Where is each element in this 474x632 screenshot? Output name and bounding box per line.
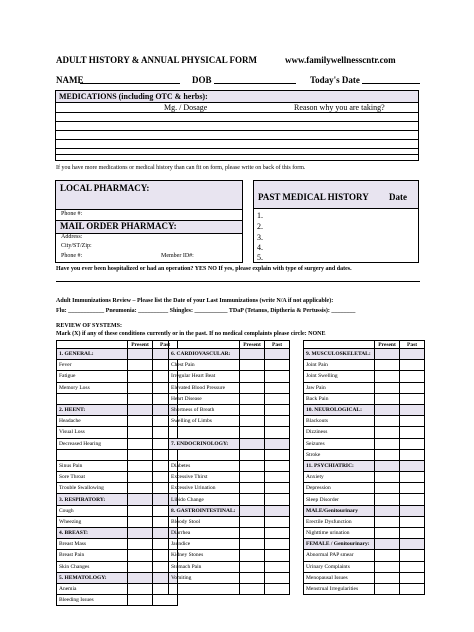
ros-condition-label bbox=[57, 393, 128, 404]
past-checkbox[interactable] bbox=[265, 360, 290, 371]
ros-condition-row bbox=[57, 427, 178, 438]
ros-condition-label: Erectile Dysfunction bbox=[304, 516, 375, 527]
past-checkbox[interactable] bbox=[400, 483, 425, 494]
present-checkbox[interactable] bbox=[128, 550, 153, 561]
ros-condition-row bbox=[304, 550, 425, 561]
present-checkbox bbox=[128, 572, 153, 583]
medications-heading: MEDICATIONS (including OTC & herbs): bbox=[59, 92, 208, 101]
past-checkbox[interactable] bbox=[400, 449, 425, 460]
ros-condition-row bbox=[169, 393, 290, 404]
present-checkbox bbox=[240, 438, 265, 449]
ros-condition-label: Jaundice bbox=[169, 539, 240, 550]
present-checkbox[interactable] bbox=[128, 438, 153, 449]
past-checkbox[interactable] bbox=[265, 460, 290, 471]
dob-label: DOB bbox=[192, 75, 212, 85]
present-checkbox[interactable] bbox=[240, 539, 265, 550]
ros-section-row bbox=[57, 404, 178, 415]
ros-condition-label: Excessive Urination bbox=[169, 483, 240, 494]
past-checkbox[interactable] bbox=[265, 427, 290, 438]
ros-section-row bbox=[169, 349, 290, 360]
present-checkbox[interactable] bbox=[240, 483, 265, 494]
past-checkbox[interactable] bbox=[400, 472, 425, 483]
past-checkbox[interactable] bbox=[265, 472, 290, 483]
ros-section-label: 4. BREAST: bbox=[57, 528, 128, 539]
mail-order-heading: MAIL ORDER PHARMACY: bbox=[60, 221, 177, 231]
ros-condition-label: Blackouts bbox=[304, 416, 375, 427]
present-checkbox[interactable] bbox=[128, 561, 153, 572]
past-checkbox[interactable] bbox=[400, 427, 425, 438]
ros-condition-label: Stomach Pain bbox=[169, 561, 240, 572]
past-history-box bbox=[253, 180, 419, 263]
present-checkbox bbox=[128, 494, 153, 505]
ros-condition-row bbox=[57, 505, 178, 516]
ros-condition-row bbox=[169, 494, 290, 505]
past-checkbox[interactable] bbox=[265, 416, 290, 427]
present-checkbox bbox=[375, 404, 400, 415]
present-checkbox[interactable] bbox=[375, 583, 400, 594]
past-checkbox[interactable] bbox=[265, 494, 290, 505]
present-checkbox[interactable] bbox=[128, 472, 153, 483]
ros-condition-row bbox=[169, 550, 290, 561]
present-checkbox[interactable] bbox=[375, 393, 400, 404]
present-checkbox[interactable] bbox=[375, 572, 400, 583]
ros-condition-row bbox=[57, 449, 178, 460]
past-checkbox[interactable] bbox=[400, 438, 425, 449]
ros-condition-label: Excessive Thirst bbox=[169, 472, 240, 483]
hospitalization-question: Have you ever been hospitalized or had an operation? YES NO If yes, please explain with type of surgery and dates. bbox=[56, 266, 352, 272]
past-checkbox[interactable] bbox=[400, 382, 425, 393]
present-checkbox bbox=[128, 528, 153, 539]
ros-condition-label: Abnormal PAP smear bbox=[304, 550, 375, 561]
ros-condition-row bbox=[169, 382, 290, 393]
present-checkbox[interactable] bbox=[128, 427, 153, 438]
ros-section-row bbox=[169, 438, 290, 449]
ros-condition-label: Nighttime urination bbox=[304, 528, 375, 539]
present-checkbox[interactable] bbox=[128, 483, 153, 494]
present-checkbox bbox=[375, 539, 400, 550]
present-checkbox[interactable] bbox=[128, 382, 153, 393]
ros-section-label: FEMALE / Genitourinary: bbox=[304, 539, 375, 550]
present-checkbox bbox=[375, 505, 400, 516]
ros-condition-label: Menopausal Issues bbox=[304, 572, 375, 583]
ros-condition-row bbox=[304, 483, 425, 494]
present-checkbox[interactable] bbox=[128, 460, 153, 471]
present-checkbox bbox=[128, 349, 153, 360]
ros-section-label: 11. PSYCHIATRIC: bbox=[304, 460, 375, 471]
past-checkbox[interactable] bbox=[400, 393, 425, 404]
present-checkbox[interactable] bbox=[128, 371, 153, 382]
past-checkbox bbox=[400, 460, 425, 471]
ros-condition-row bbox=[169, 460, 290, 471]
past-checkbox[interactable] bbox=[265, 449, 290, 460]
present-checkbox[interactable] bbox=[128, 595, 153, 606]
present-checkbox[interactable] bbox=[128, 393, 153, 404]
website-url: www.familywellnesscntr.com bbox=[285, 55, 396, 65]
local-phone-label: Phone #: bbox=[61, 211, 83, 217]
ros-condition-row bbox=[57, 483, 178, 494]
ros-table-column-3 bbox=[303, 340, 425, 595]
ros-condition-label: Sore Throat bbox=[57, 472, 128, 483]
present-checkbox bbox=[375, 349, 400, 360]
present-checkbox[interactable] bbox=[128, 360, 153, 371]
ros-condition-label: Depression bbox=[304, 483, 375, 494]
immunizations-items: Flu: ____________ Pneumonia: __________ Shingles: ___________ TDaP (Tetanus, Diptheria & Pertussis): ________ bbox=[56, 308, 356, 314]
ros-section-label: 8. GASTROINTESTINAL: bbox=[169, 505, 240, 516]
ros-section-row bbox=[304, 349, 425, 360]
ros-section-row bbox=[57, 494, 178, 505]
present-checkbox[interactable] bbox=[375, 472, 400, 483]
ros-condition-row bbox=[169, 427, 290, 438]
ros-condition-row bbox=[169, 371, 290, 382]
ros-section-label: 1. GENERAL: bbox=[57, 349, 128, 360]
past-checkbox[interactable] bbox=[400, 371, 425, 382]
present-checkbox bbox=[128, 404, 153, 415]
ros-condition-label: Kidney Stones bbox=[169, 550, 240, 561]
ros-condition-row bbox=[304, 583, 425, 594]
city-label: City/ST/Zip: bbox=[61, 243, 92, 249]
ros-section-label: 5. HEMATOLOGY: bbox=[57, 572, 128, 583]
present-checkbox[interactable] bbox=[240, 494, 265, 505]
ros-condition-row bbox=[169, 561, 290, 572]
present-checkbox[interactable] bbox=[375, 561, 400, 572]
ros-section-row bbox=[304, 539, 425, 550]
ros-condition-row bbox=[169, 416, 290, 427]
present-checkbox[interactable] bbox=[240, 427, 265, 438]
present-checkbox bbox=[240, 505, 265, 516]
ros-section-label: 2. HEENT: bbox=[57, 404, 128, 415]
medications-note: If you have more medications or medical history than can fit on form, please write on back of this form. bbox=[56, 165, 306, 171]
present-checkbox[interactable] bbox=[375, 382, 400, 393]
past-checkbox[interactable] bbox=[265, 382, 290, 393]
ros-condition-label: Bloody Stool bbox=[169, 516, 240, 527]
ros-condition-label: Diabetes bbox=[169, 460, 240, 471]
present-checkbox bbox=[375, 460, 400, 471]
history-line-4: 4. bbox=[257, 243, 263, 252]
ros-condition-row bbox=[57, 583, 178, 594]
present-checkbox[interactable] bbox=[240, 472, 265, 483]
ros-condition-label: Sleep Disorder bbox=[304, 494, 375, 505]
past-checkbox bbox=[265, 438, 290, 449]
ros-condition-label: Dizziness bbox=[304, 427, 375, 438]
pharmacy-box bbox=[55, 180, 243, 263]
ros-condition-row bbox=[169, 472, 290, 483]
ros-condition-row bbox=[169, 360, 290, 371]
ros-condition-label: Skin Changes bbox=[57, 561, 128, 572]
ros-condition-row bbox=[169, 449, 290, 460]
ros-condition-label: Menstrual Irregularities bbox=[304, 583, 375, 594]
member-id-label: Member ID#: bbox=[161, 253, 194, 259]
past-checkbox[interactable] bbox=[265, 528, 290, 539]
ros-section-row bbox=[57, 528, 178, 539]
ros-condition-row bbox=[57, 561, 178, 572]
todays-date-label: Today's Date bbox=[310, 75, 360, 85]
past-checkbox[interactable] bbox=[400, 360, 425, 371]
past-checkbox bbox=[400, 349, 425, 360]
ros-section-row bbox=[304, 505, 425, 516]
ros-condition-row bbox=[304, 528, 425, 539]
present-checkbox[interactable] bbox=[375, 483, 400, 494]
ros-condition-row bbox=[304, 449, 425, 460]
ros-condition-label: Libido Change bbox=[169, 494, 240, 505]
ros-condition-label: Fever bbox=[57, 360, 128, 371]
ros-section-row bbox=[57, 572, 178, 583]
past-checkbox bbox=[265, 349, 290, 360]
present-checkbox[interactable] bbox=[375, 449, 400, 460]
ros-condition-label bbox=[169, 449, 240, 460]
present-checkbox[interactable] bbox=[240, 528, 265, 539]
ros-condition-label: Shortness of Breath bbox=[169, 404, 240, 415]
present-checkbox[interactable] bbox=[240, 393, 265, 404]
ros-section-label: 3. RESPIRATORY: bbox=[57, 494, 128, 505]
present-checkbox[interactable] bbox=[375, 516, 400, 527]
present-checkbox[interactable] bbox=[128, 416, 153, 427]
history-line-3: 3. bbox=[257, 233, 263, 242]
ros-section-row bbox=[304, 404, 425, 415]
past-checkbox[interactable] bbox=[265, 404, 290, 415]
present-checkbox[interactable] bbox=[240, 583, 265, 594]
present-checkbox[interactable] bbox=[128, 539, 153, 550]
past-checkbox[interactable] bbox=[153, 595, 178, 606]
past-checkbox bbox=[400, 539, 425, 550]
ros-condition-label: Trouble Swallowing bbox=[57, 483, 128, 494]
dob-field[interactable] bbox=[214, 83, 296, 84]
present-checkbox[interactable] bbox=[240, 460, 265, 471]
ros-condition-row bbox=[304, 561, 425, 572]
local-pharmacy-heading: LOCAL PHARMACY: bbox=[60, 183, 150, 193]
ros-table-column-1 bbox=[56, 340, 178, 606]
ros-section-label: 9. MUSCULOSKELETAL: bbox=[304, 349, 375, 360]
present-checkbox bbox=[240, 349, 265, 360]
past-checkbox[interactable] bbox=[265, 483, 290, 494]
todays-date-field[interactable] bbox=[362, 83, 420, 84]
ros-condition-label bbox=[57, 449, 128, 460]
present-checkbox[interactable] bbox=[240, 561, 265, 572]
ros-condition-label: Anxiety bbox=[304, 472, 375, 483]
ros-condition-row bbox=[57, 595, 178, 606]
ros-condition-label: Decreased Hearing bbox=[57, 438, 128, 449]
ros-condition-row bbox=[57, 516, 178, 527]
ros-condition-label: Anemia bbox=[57, 583, 128, 594]
present-checkbox[interactable] bbox=[128, 583, 153, 594]
present-checkbox[interactable] bbox=[375, 528, 400, 539]
ros-instructions: Mark (X) if any of these conditions currently or in the past. If no medical complaints please circle: NONE bbox=[56, 331, 326, 337]
history-line-5: 5. bbox=[257, 253, 263, 262]
ros-condition-label: Elevated Blood Pressure bbox=[169, 382, 240, 393]
present-checkbox[interactable] bbox=[375, 371, 400, 382]
ros-condition-label: Back Pain bbox=[304, 393, 375, 404]
past-checkbox[interactable] bbox=[400, 550, 425, 561]
past-checkbox[interactable] bbox=[265, 371, 290, 382]
ros-condition-label: Joint Swelling bbox=[304, 371, 375, 382]
past-checkbox[interactable] bbox=[265, 539, 290, 550]
past-checkbox[interactable] bbox=[400, 416, 425, 427]
ros-condition-row bbox=[57, 472, 178, 483]
past-checkbox[interactable] bbox=[265, 393, 290, 404]
ros-section-row bbox=[304, 460, 425, 471]
ros-condition-row bbox=[169, 528, 290, 539]
ros-condition-row bbox=[57, 360, 178, 371]
ros-condition-label: Swelling of Limbs bbox=[169, 416, 240, 427]
ros-condition-label: Fatigue bbox=[57, 371, 128, 382]
ros-condition-label: Jaw Pain bbox=[304, 382, 375, 393]
mail-phone-label: Phone #: bbox=[61, 253, 83, 259]
present-checkbox[interactable] bbox=[240, 449, 265, 460]
ros-condition-row bbox=[304, 516, 425, 527]
ros-condition-row bbox=[169, 539, 290, 550]
ros-condition-row bbox=[57, 550, 178, 561]
past-checkbox[interactable] bbox=[400, 572, 425, 583]
immunizations-heading: Adult Immunizations Review – Please list the Date of your Last Immunizations (write N/A if not applicable): bbox=[56, 298, 334, 304]
ros-condition-row bbox=[304, 416, 425, 427]
past-column-header: Past bbox=[153, 341, 178, 349]
present-checkbox[interactable] bbox=[240, 572, 265, 583]
ros-condition-label: Joint Pain bbox=[304, 360, 375, 371]
address-label: Address: bbox=[61, 234, 83, 240]
present-checkbox[interactable] bbox=[240, 516, 265, 527]
ros-condition-label: Breast Mass bbox=[57, 539, 128, 550]
ros-condition-row bbox=[57, 416, 178, 427]
ros-section-label: 7. ENDOCRINOLOGY: bbox=[169, 438, 240, 449]
ros-condition-label: Diarrhea bbox=[169, 528, 240, 539]
ros-condition-row bbox=[57, 382, 178, 393]
ros-condition-row bbox=[57, 460, 178, 471]
ros-condition-label: Urinary Complaints bbox=[304, 561, 375, 572]
ros-condition-label bbox=[169, 583, 240, 594]
ros-condition-label: Vomiting bbox=[169, 572, 240, 583]
past-column-header: Past bbox=[265, 341, 290, 349]
hospitalization-line[interactable] bbox=[56, 281, 420, 282]
ros-section-label: MALE/Genitourinary bbox=[304, 505, 375, 516]
present-checkbox[interactable] bbox=[375, 360, 400, 371]
history-line-2: 2. bbox=[257, 222, 263, 231]
present-column-header: Present bbox=[128, 341, 153, 349]
ros-condition-row bbox=[169, 572, 290, 583]
past-checkbox[interactable] bbox=[265, 583, 290, 594]
present-checkbox[interactable] bbox=[128, 516, 153, 527]
medications-table bbox=[55, 90, 419, 161]
form-title: ADULT HISTORY & ANNUAL PHYSICAL FORM bbox=[56, 55, 257, 65]
past-checkbox[interactable] bbox=[400, 494, 425, 505]
present-checkbox[interactable] bbox=[240, 550, 265, 561]
ros-section-row bbox=[57, 349, 178, 360]
ros-section-label: 6. CARDIOVASCULAR: bbox=[169, 349, 240, 360]
history-line-1: 1. bbox=[257, 211, 263, 220]
present-checkbox[interactable] bbox=[240, 360, 265, 371]
past-history-heading: PAST MEDICAL HISTORY bbox=[258, 192, 369, 202]
past-column-header: Past bbox=[400, 341, 425, 349]
present-column-header: Present bbox=[240, 341, 265, 349]
past-checkbox[interactable] bbox=[400, 528, 425, 539]
present-column-header: Present bbox=[375, 341, 400, 349]
present-checkbox[interactable] bbox=[375, 550, 400, 561]
ros-header-blank bbox=[169, 341, 240, 349]
ros-section-row bbox=[169, 505, 290, 516]
ros-condition-row bbox=[304, 393, 425, 404]
present-checkbox[interactable] bbox=[240, 416, 265, 427]
past-checkbox bbox=[400, 505, 425, 516]
ros-condition-row bbox=[57, 393, 178, 404]
ros-condition-row bbox=[169, 483, 290, 494]
past-checkbox bbox=[265, 505, 290, 516]
present-checkbox[interactable] bbox=[375, 427, 400, 438]
ros-condition-row bbox=[304, 360, 425, 371]
ros-condition-row bbox=[57, 539, 178, 550]
ros-condition-row bbox=[304, 572, 425, 583]
present-checkbox[interactable] bbox=[375, 416, 400, 427]
past-checkbox[interactable] bbox=[265, 550, 290, 561]
ros-header-blank bbox=[304, 341, 375, 349]
present-checkbox[interactable] bbox=[240, 371, 265, 382]
ros-condition-row bbox=[57, 371, 178, 382]
dosage-column-header: Mg. / Dosage bbox=[164, 103, 208, 112]
ros-condition-row bbox=[304, 427, 425, 438]
ros-condition-row bbox=[169, 404, 290, 415]
ros-condition-label: Headache bbox=[57, 416, 128, 427]
past-checkbox[interactable] bbox=[400, 561, 425, 572]
ros-header-blank bbox=[57, 341, 128, 349]
ros-condition-row bbox=[304, 438, 425, 449]
ros-condition-row bbox=[169, 516, 290, 527]
ros-condition-row bbox=[304, 472, 425, 483]
ros-condition-label: Visual Loss bbox=[57, 427, 128, 438]
name-label: NAME bbox=[56, 75, 84, 85]
past-checkbox[interactable] bbox=[265, 572, 290, 583]
ros-condition-row bbox=[304, 382, 425, 393]
past-checkbox[interactable] bbox=[400, 516, 425, 527]
past-checkbox bbox=[400, 404, 425, 415]
ros-heading: REVIEW OF SYSTEMS: bbox=[56, 323, 123, 329]
ros-condition-row bbox=[57, 438, 178, 449]
present-checkbox[interactable] bbox=[375, 494, 400, 505]
ros-table-column-2 bbox=[168, 340, 290, 595]
present-checkbox[interactable] bbox=[128, 505, 153, 516]
ros-condition-row bbox=[304, 371, 425, 382]
ros-condition-label: Stroke bbox=[304, 449, 375, 460]
ros-condition-label: Chest Pain bbox=[169, 360, 240, 371]
ros-section-label: 10. NEUROLOGICAL: bbox=[304, 404, 375, 415]
present-checkbox[interactable] bbox=[240, 404, 265, 415]
ros-condition-label: Seizures bbox=[304, 438, 375, 449]
ros-condition-label: Irregular Heart Beat bbox=[169, 371, 240, 382]
name-field[interactable] bbox=[80, 83, 180, 84]
ros-condition-row bbox=[169, 583, 290, 594]
past-checkbox[interactable] bbox=[265, 516, 290, 527]
past-history-date-label: Date bbox=[389, 192, 407, 202]
past-checkbox[interactable] bbox=[265, 561, 290, 572]
ros-condition-row bbox=[304, 494, 425, 505]
ros-condition-label: Heart Disease bbox=[169, 393, 240, 404]
reason-column-header: Reason why you are taking? bbox=[294, 103, 385, 112]
present-checkbox[interactable] bbox=[375, 438, 400, 449]
ros-condition-label bbox=[169, 427, 240, 438]
present-checkbox[interactable] bbox=[240, 382, 265, 393]
ros-condition-label: Cough bbox=[57, 505, 128, 516]
ros-condition-label: Wheezing bbox=[57, 516, 128, 527]
present-checkbox[interactable] bbox=[128, 449, 153, 460]
ros-condition-label: Breast Pain bbox=[57, 550, 128, 561]
past-checkbox[interactable] bbox=[400, 583, 425, 594]
ros-condition-label: Sinus Pain bbox=[57, 460, 128, 471]
ros-condition-label: Memory Loss bbox=[57, 382, 128, 393]
ros-condition-label: Bleeding Issues bbox=[57, 595, 128, 606]
